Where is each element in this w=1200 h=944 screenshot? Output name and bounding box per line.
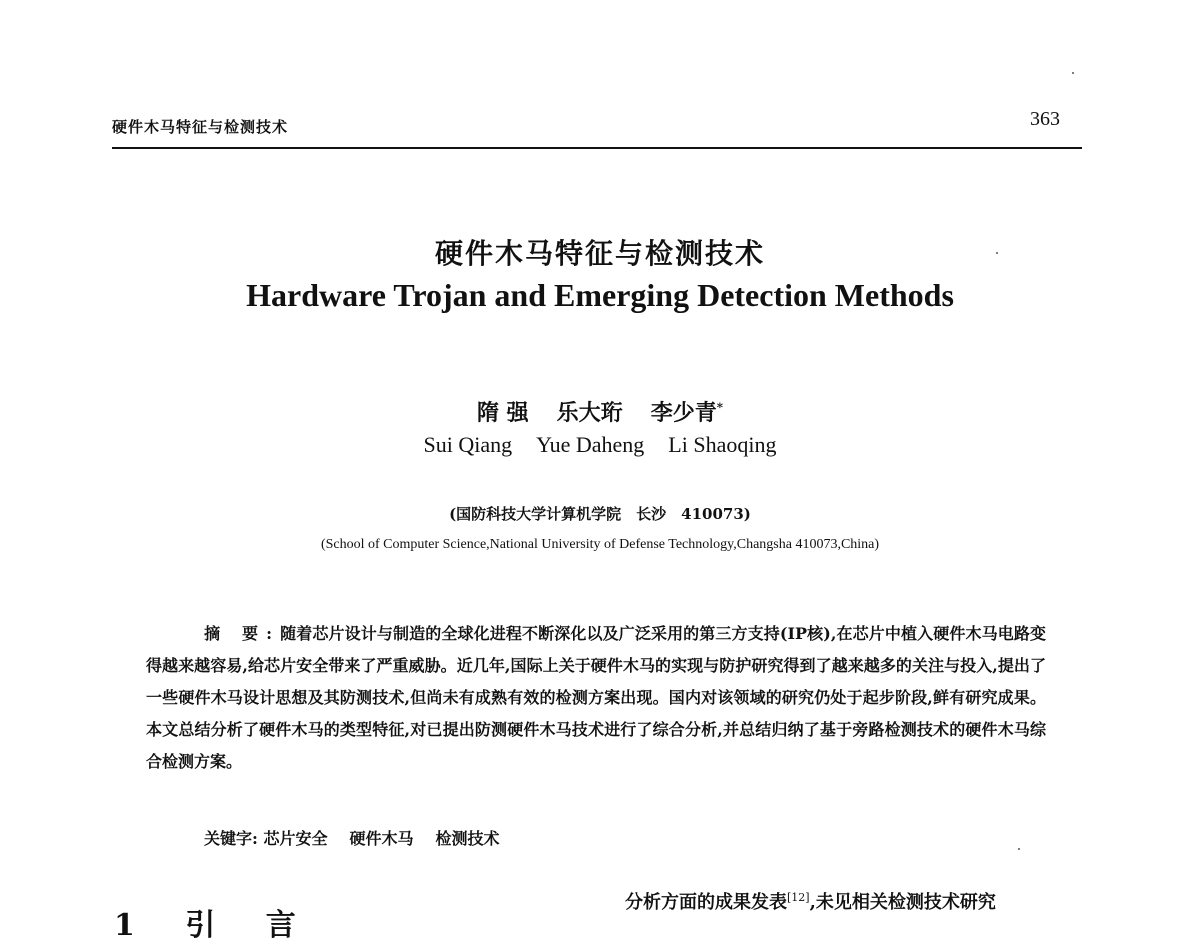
abstract-text: 随着芯片设计与制造的全球化进程不断深化以及广泛采用的第三方支持(IP核),在芯片中植入硬件木马电路变得越来越容易,给芯片安全带来了严重威胁。近几年,国际上关于硬件木马的实现与防护研究得到了越来越多的关注与投入,提出了一些硬件木马设计思想及其防测技术,但尚未有成熟有效的检测方案出现。国内对该领域的研究仍处于起步阶段,鲜有研究成果。本文总结分析了硬件木马的类型特征,对已提出防测硬件木马技术进行了综合分析,并总结归纳了基于旁路检测技术的硬件木马综合检测方案。	[146, 624, 1047, 771]
citation: [12]	[787, 891, 810, 904]
author-en: Sui Qiang	[423, 432, 513, 457]
author-zh: 隋 强	[477, 400, 529, 426]
author-zh: 乐大珩	[556, 400, 623, 426]
authors-zh	[0, 396, 1200, 427]
scan-speck	[1072, 72, 1074, 74]
author-en: Li Shaoqing	[668, 432, 777, 457]
scan-speck	[1018, 848, 1020, 850]
page-number: 363	[1030, 108, 1060, 130]
affiliation-en: (School of Computer Science,National University of Defense Technology,Changsha 410073,China)	[320, 537, 880, 552]
affiliation-zh: (国防科技大学计算机学院 长沙 410073)	[449, 505, 751, 523]
keyword: 硬件木马	[349, 829, 414, 848]
keyword: 检测技术	[435, 829, 500, 848]
paper-title-en: Hardware Trojan and Emerging Detection Methods	[246, 277, 954, 313]
section-heading-introduction: 1 引 言	[114, 908, 316, 943]
keywords-label: 关键字:	[204, 829, 258, 848]
corresponding-author-mark: *	[716, 400, 723, 415]
paper-title-zh: 硬件木马特征与检测技术	[434, 237, 765, 270]
keyword: 芯片安全	[263, 829, 328, 848]
authors-en	[0, 432, 1200, 458]
header-rule	[112, 147, 1082, 149]
right-column-text: 分析方面的成果发表[12],未见相关检测技术研究	[625, 891, 996, 913]
author-zh: 李少青*	[650, 400, 723, 426]
scan-speck	[996, 252, 998, 254]
abstract-label: 摘 要:	[204, 624, 280, 643]
author-en: Yue Daheng	[536, 432, 645, 457]
keywords	[204, 826, 522, 849]
abstract	[146, 618, 1046, 778]
running-header: 硬件木马特征与检测技术	[112, 118, 289, 136]
